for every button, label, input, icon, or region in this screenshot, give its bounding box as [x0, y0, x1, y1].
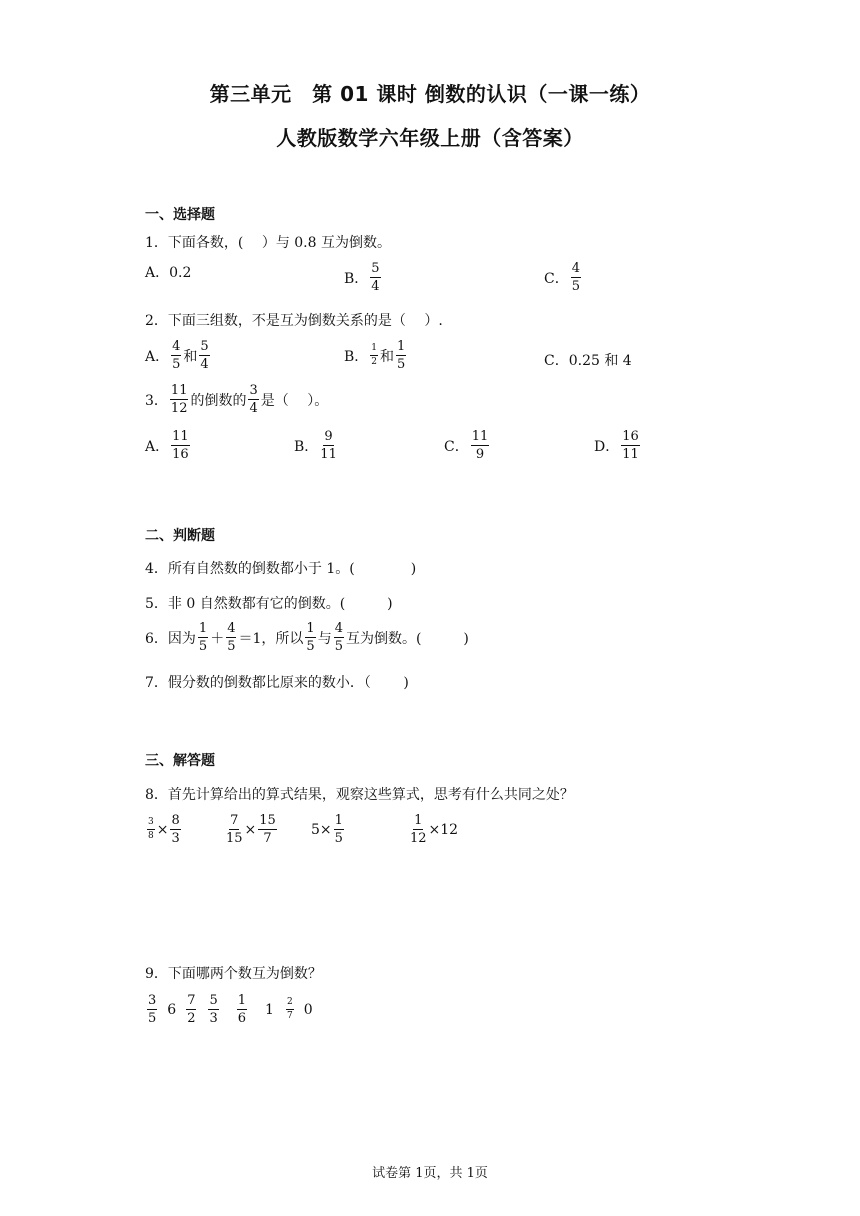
numerator: 15	[259, 813, 276, 828]
denominator: 15	[226, 831, 243, 846]
numerator: 5	[209, 993, 218, 1008]
numerator: 4	[172, 339, 181, 354]
fraction	[286, 998, 294, 1021]
fraction	[171, 430, 190, 461]
question-number: 3．	[145, 392, 168, 409]
numerator: 5	[200, 339, 209, 354]
option-label: C．	[544, 270, 569, 287]
q1-option-b	[344, 262, 383, 293]
denominator: 2	[371, 357, 378, 367]
question-7: 7．假分数的倒数都比原来的数小．（ )	[145, 675, 409, 691]
fraction	[320, 430, 337, 461]
question-text: 的倒数的	[190, 392, 247, 409]
numerator: 1	[237, 993, 247, 1008]
question-text: 6．因为	[145, 630, 196, 647]
fraction	[237, 994, 247, 1025]
page-footer: 试卷第 1页，共 1页	[372, 1166, 488, 1181]
section-heading-judge: 二、判断题	[145, 528, 215, 544]
numerator: 8	[171, 813, 180, 828]
fraction	[396, 340, 406, 371]
denominator: 5	[198, 639, 208, 654]
numerator: 11	[172, 429, 189, 444]
fraction	[258, 814, 277, 845]
denominator: 4	[200, 357, 209, 372]
fraction	[621, 430, 640, 461]
numerator: 9	[324, 429, 333, 444]
numerator: 5	[371, 261, 380, 276]
denominator: 5	[227, 639, 236, 654]
q8-expression-3	[311, 814, 346, 845]
numerator: 1	[334, 813, 343, 828]
denominator: 12	[170, 401, 188, 416]
fraction	[199, 340, 209, 371]
q1-option-a: A．0.2	[145, 265, 192, 281]
denominator: 11	[622, 447, 639, 462]
denominator: 5	[397, 357, 406, 372]
numerator: 11	[170, 383, 188, 398]
option-label: B．	[294, 438, 319, 455]
numerator: 7	[187, 993, 196, 1008]
fraction	[171, 340, 181, 371]
denominator: 3	[209, 1011, 218, 1026]
numerator: 1	[370, 344, 378, 356]
denominator: 5	[571, 279, 580, 294]
option-label: B．	[344, 270, 369, 287]
fraction	[170, 384, 189, 415]
option-label: D．	[594, 438, 620, 455]
q9-number-list	[145, 994, 313, 1025]
numerator: 3	[147, 818, 155, 830]
denominator: 5	[172, 357, 181, 372]
q8-expression-4	[408, 814, 458, 845]
numerator: 4	[571, 261, 580, 276]
fraction	[410, 814, 427, 845]
q2-option-b	[344, 340, 408, 371]
expression-lead: 5×	[311, 821, 332, 838]
denominator: 2	[187, 1011, 196, 1026]
q3-option-d	[594, 430, 642, 461]
page-title: 第三单元 第 01 课时 倒数的认识（一课一练）	[209, 82, 651, 106]
expression-tail: ×12	[428, 821, 459, 838]
fraction	[147, 994, 157, 1025]
section-heading-solve: 三、解答题	[145, 753, 215, 769]
question-9: 9．下面哪两个数互为倒数？	[145, 966, 322, 982]
numerator: 4	[334, 621, 343, 636]
denominator: 5	[148, 1011, 157, 1026]
numerator: 2	[286, 998, 294, 1010]
numerator: 1	[198, 621, 208, 636]
denominator: 7	[286, 1011, 293, 1021]
q1-option-c	[544, 262, 583, 293]
numerator: 7	[230, 813, 239, 828]
q3-option-b	[294, 430, 339, 461]
question-5: 5．非 0 自然数都有它的倒数。( )	[145, 596, 393, 612]
denominator: 7	[263, 831, 272, 846]
fraction	[147, 818, 155, 841]
option-label: A．	[145, 438, 170, 455]
denominator: 4	[249, 401, 258, 416]
question-6	[145, 622, 469, 653]
option-label: B．	[344, 348, 369, 365]
numerator: 1	[306, 621, 315, 636]
section-heading-choice: 一、选择题	[145, 207, 215, 223]
question-text: ＝1，所以	[238, 630, 304, 647]
denominator: 5	[334, 831, 343, 846]
option-label: A．	[145, 348, 170, 365]
fraction	[370, 262, 380, 293]
numerator: 16	[622, 429, 639, 444]
question-8: 8．首先计算给出的算式结果，观察这些算式，思考有什么共同之处？	[145, 787, 574, 803]
page-subtitle: 人教版数学六年级上册（含答案）	[276, 126, 584, 150]
denominator: 9	[475, 447, 485, 462]
numerator: 4	[227, 621, 236, 636]
fraction	[198, 622, 208, 653]
fraction	[571, 262, 581, 293]
fraction	[334, 622, 344, 653]
denominator: 6	[237, 1011, 247, 1026]
numerator: 11	[471, 429, 489, 444]
numerator: 1	[414, 813, 423, 828]
and-word: 和	[183, 348, 198, 365]
fraction	[226, 622, 236, 653]
times-sign: ×	[244, 821, 257, 838]
denominator: 5	[306, 639, 315, 654]
fraction	[170, 814, 180, 845]
q3-option-a	[145, 430, 192, 461]
denominator: 4	[371, 279, 380, 294]
denominator: 16	[172, 447, 189, 462]
question-4: 4．所有自然数的倒数都小于 1。( )	[145, 561, 417, 577]
numerator: 3	[249, 383, 258, 398]
question-text: 互为倒数。( )	[345, 630, 469, 647]
denominator: 8	[148, 831, 154, 841]
question-3	[145, 384, 328, 415]
denominator: 5	[334, 639, 343, 654]
number: 6	[167, 1001, 177, 1018]
fraction	[305, 622, 315, 653]
q2-option-a	[145, 340, 212, 371]
number: 1	[265, 1001, 274, 1018]
fraction	[471, 430, 490, 461]
denominator: 3	[171, 831, 180, 846]
denominator: 11	[320, 447, 337, 462]
fraction	[334, 814, 344, 845]
times-sign: ×	[156, 821, 169, 838]
number: 0	[303, 1001, 313, 1018]
fraction	[370, 344, 378, 367]
question-1: 1．下面各数，( ）与 0.8 互为倒数。	[145, 235, 391, 251]
q8-expression-2	[224, 814, 279, 845]
fraction	[208, 994, 218, 1025]
numerator: 3	[148, 993, 157, 1008]
and-word: 和	[380, 348, 395, 365]
question-text: 与	[317, 630, 332, 647]
question-2: 2．下面三组数，不是互为倒数关系的是（ ）.	[145, 313, 443, 329]
q2-option-c: C．0.25 和 4	[544, 353, 632, 369]
fraction	[226, 814, 243, 845]
q8-expression-1	[145, 814, 183, 845]
option-label: C．	[444, 438, 469, 455]
fraction	[186, 994, 196, 1025]
numerator: 1	[397, 339, 406, 354]
denominator: 12	[410, 831, 427, 846]
plus-sign: ＋	[210, 630, 225, 647]
fraction	[248, 384, 258, 415]
q3-option-c	[444, 430, 491, 461]
question-text: 是（ ）。	[260, 392, 329, 409]
